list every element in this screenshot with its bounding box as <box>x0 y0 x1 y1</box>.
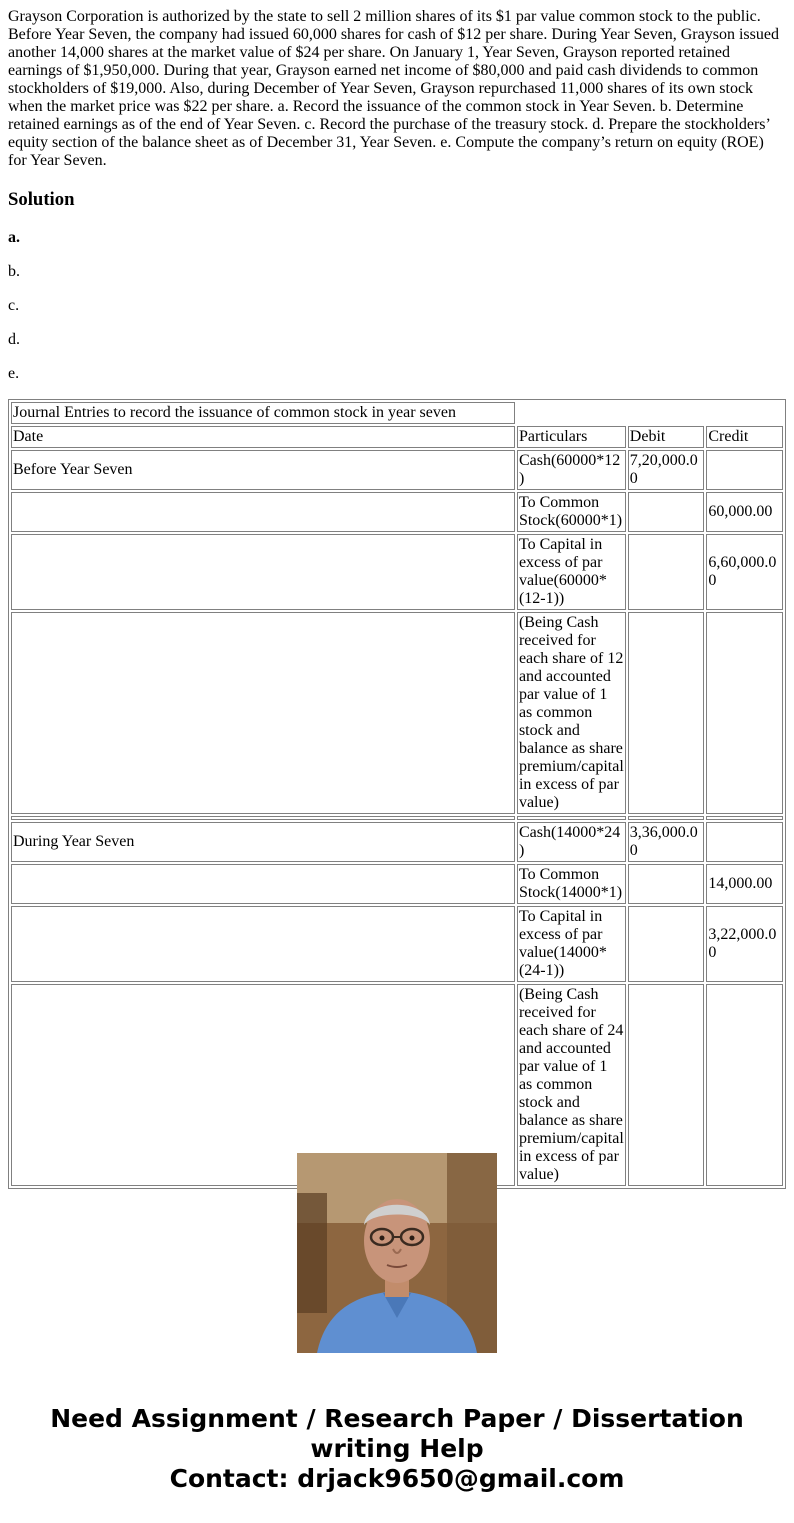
row-particulars: (Being Cash received for each share of 12 and accounted par value of 1 as common stock and balance as share premium/capital in excess of par value) <box>517 612 626 814</box>
row-credit <box>706 450 783 490</box>
row-credit: 6,60,000.00 <box>706 534 783 610</box>
row-particulars: Cash(14000*24) <box>517 822 626 862</box>
row-debit <box>628 906 705 982</box>
row-date <box>11 864 515 904</box>
question-text: Grayson Corporation is authorized by the state to sell 2 million shares of its $1 par value common stock to the public. Before Year Seven, the company had issued 60,000 shares for cash of $12 per share. During Year Seven, Grayson issued another 14,000 shares at the market value of $24 per share. On January 1, Year Seven, Grayson reported retained earnings of $1,950,000. During that year, Grayson earned net income of $80,000 and paid cash dividends to common stockholders of $19,000. Also, during December of Year Seven, Grayson repurchased 11,000 shares of its own stock when the market price was $22 per share. a. Record the issuance of the common stock in Year Seven. b. Determine retained earnings as of the end of Year Seven. c. Record the purchase of the treasury stock. d. Prepare the stockholders’ equity section of the balance sheet as of December 31, Year Seven. e. Compute the company’s return on equity (ROE) for Year Seven. <box>8 8 779 169</box>
footer-contact: Contact: drjack9650@gmail.com <box>169 1464 625 1493</box>
row-debit <box>628 864 705 904</box>
row-credit <box>706 984 783 1186</box>
row-credit: 14,000.00 <box>706 864 783 904</box>
part-a-label: a. <box>8 229 20 246</box>
part-d-label: d. <box>8 331 20 348</box>
part-b-label: b. <box>8 263 20 280</box>
author-photo <box>297 1153 497 1353</box>
row-credit <box>706 612 783 814</box>
footer-ad <box>0 1404 794 1494</box>
row-date: Before Year Seven <box>11 450 515 490</box>
journal-table-viewport <box>8 399 786 1183</box>
header-date: Date <box>11 426 515 448</box>
row-particulars: To Common Stock(60000*1) <box>517 492 626 532</box>
row-particulars: (Being Cash received for each share of 24 and accounted par value of 1 as common stock and balance as share premium/capital in excess of par value) <box>517 984 626 1186</box>
table-row <box>11 450 783 490</box>
header-credit: Credit <box>706 426 783 448</box>
table-row <box>11 864 783 904</box>
row-debit <box>628 984 705 1186</box>
row-debit <box>628 492 705 532</box>
journal-header-row <box>11 426 783 448</box>
row-credit <box>706 822 783 862</box>
row-debit: 7,20,000.00 <box>628 450 705 490</box>
table-row <box>11 534 783 610</box>
row-particulars: Cash(60000*12) <box>517 450 626 490</box>
row-debit <box>628 612 705 814</box>
row-particulars: To Common Stock(14000*1) <box>517 864 626 904</box>
part-c-label: c. <box>8 297 20 314</box>
header-debit: Debit <box>628 426 705 448</box>
row-date <box>11 534 515 610</box>
row-date <box>11 612 515 814</box>
journal-title-row <box>11 402 783 424</box>
row-date: During Year Seven <box>11 822 515 862</box>
row-credit: 60,000.00 <box>706 492 783 532</box>
row-date <box>11 492 515 532</box>
row-date <box>11 906 515 982</box>
table-row <box>11 822 783 862</box>
author-portrait-image <box>297 1153 497 1353</box>
spacer-row <box>11 816 783 820</box>
journal-title: Journal Entries to record the issuance of common stock in year seven <box>11 402 515 424</box>
journal-table <box>8 399 786 1189</box>
row-credit: 3,22,000.00 <box>706 906 783 982</box>
part-e-label: e. <box>8 365 20 382</box>
table-row <box>11 906 783 982</box>
header-particulars: Particulars <box>517 426 626 448</box>
table-row <box>11 612 783 814</box>
row-debit <box>628 534 705 610</box>
footer-line-1: Need Assignment / Research Paper / Dissertation <box>50 1404 744 1433</box>
row-debit: 3,36,000.00 <box>628 822 705 862</box>
solution-heading: Solution <box>8 189 75 210</box>
footer-line-2: writing Help <box>310 1434 484 1463</box>
table-row <box>11 492 783 532</box>
row-particulars: To Capital in excess of par value(14000*(24-1)) <box>517 906 626 982</box>
row-particulars: To Capital in excess of par value(60000*(12-1)) <box>517 534 626 610</box>
